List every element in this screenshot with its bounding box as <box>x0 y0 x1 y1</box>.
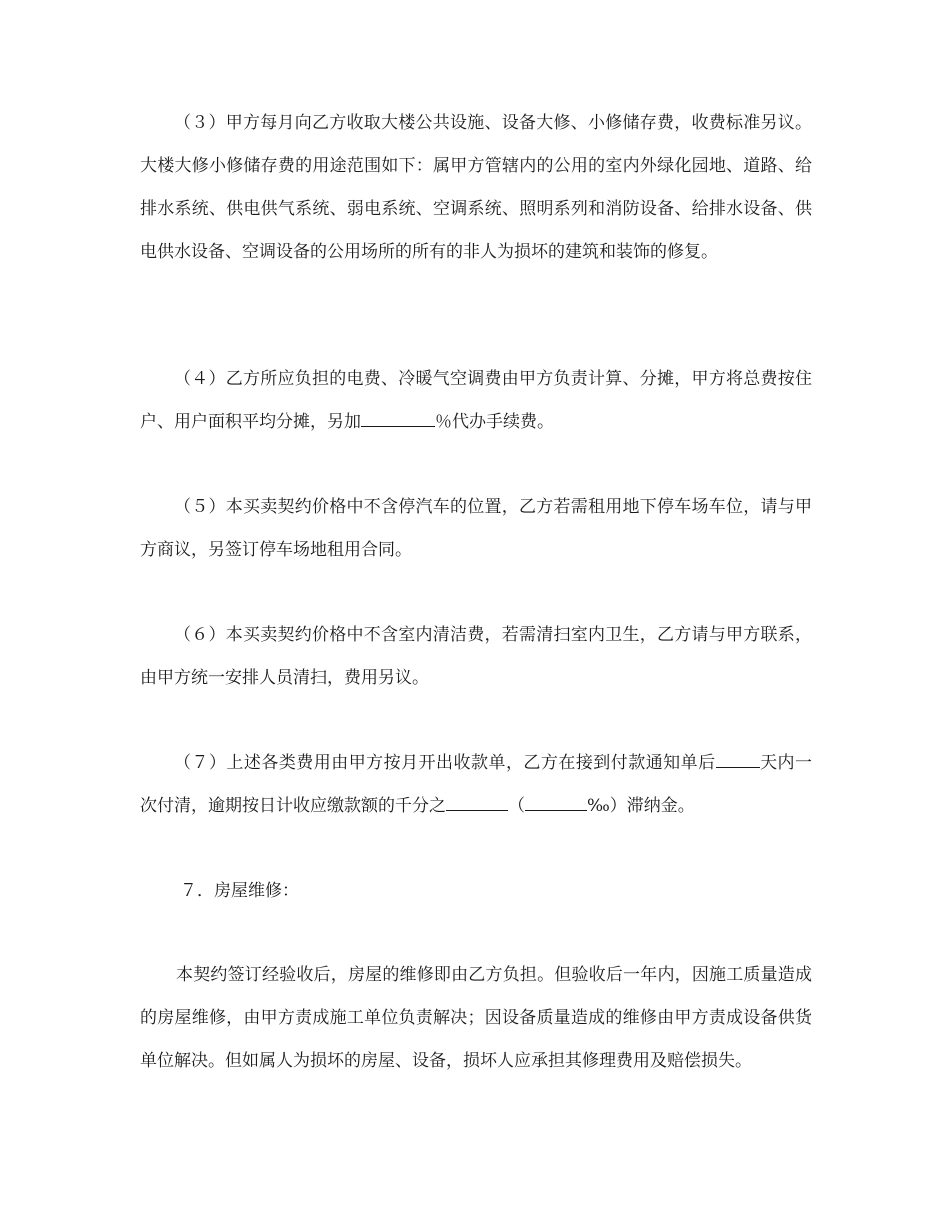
clause-7-text-d: ‰）滞纳金。 <box>587 796 695 816</box>
clause-4-text-b: ％代办手续费。 <box>435 412 554 432</box>
clause-3: （３）甲方每月向乙方收取大楼公共设施、设备大修、小修储存费，收费标准另议。大楼大修小修储存费的用途范围如下：属甲方管辖内的公用的室内外绿化园地、道路、给排水系统、供电供气系统、弱电系统、空调系统、照明系列和消防设备、给排水设备、供电供水设备、空调设备的公用场所的所有的非人为损坏的建筑和装饰的修复。 <box>140 113 812 262</box>
fee-percent-blank[interactable] <box>361 426 435 427</box>
clause-4 <box>140 358 812 444</box>
late-fee-blank[interactable] <box>446 810 508 811</box>
clause-7-text-b: 天内一次付清，逾期按日计收应缴款额的千分之 <box>140 753 813 816</box>
clause-7 <box>140 742 812 828</box>
payment-days-blank[interactable] <box>716 767 760 768</box>
clause-7-text-a: （７）上述各类费用由甲方按月开出收款单，乙方在接到付款通知单后 <box>174 753 716 773</box>
repair-paragraph: 本契约签订经验收后，房屋的维修即由乙方负担。但验收后一年内，因施工质量造成的房屋维修，由甲方责成施工单位负责解决；因设备质量造成的维修由甲方责成设备供货单位解决。但如属人为损坏的房屋、设备，损坏人应承担其修理费用及赔偿损失。 <box>140 965 812 1071</box>
clause-7-text-c: （ <box>508 796 525 816</box>
clause-6: （６）本买卖契约价格中不含室内清洁费，若需清扫室内卫生，乙方请与甲方联系，由甲方统一安排人员清扫，费用另议。 <box>140 625 812 688</box>
clause-4-text-a: （４）乙方所应负担的电费、冷暖气空调费由甲方负责计算、分摊，甲方将总费按住户、用户面积平均分摊，另加 <box>140 369 812 432</box>
section-7-heading: ７．房屋维修： <box>180 881 299 901</box>
late-fee-permille-blank[interactable] <box>525 810 587 811</box>
clause-5: （５）本买卖契约价格中不含停汽车的位置，乙方若需租用地下停车场车位，请与甲方商议，另签订停车场地租用合同。 <box>140 497 812 560</box>
